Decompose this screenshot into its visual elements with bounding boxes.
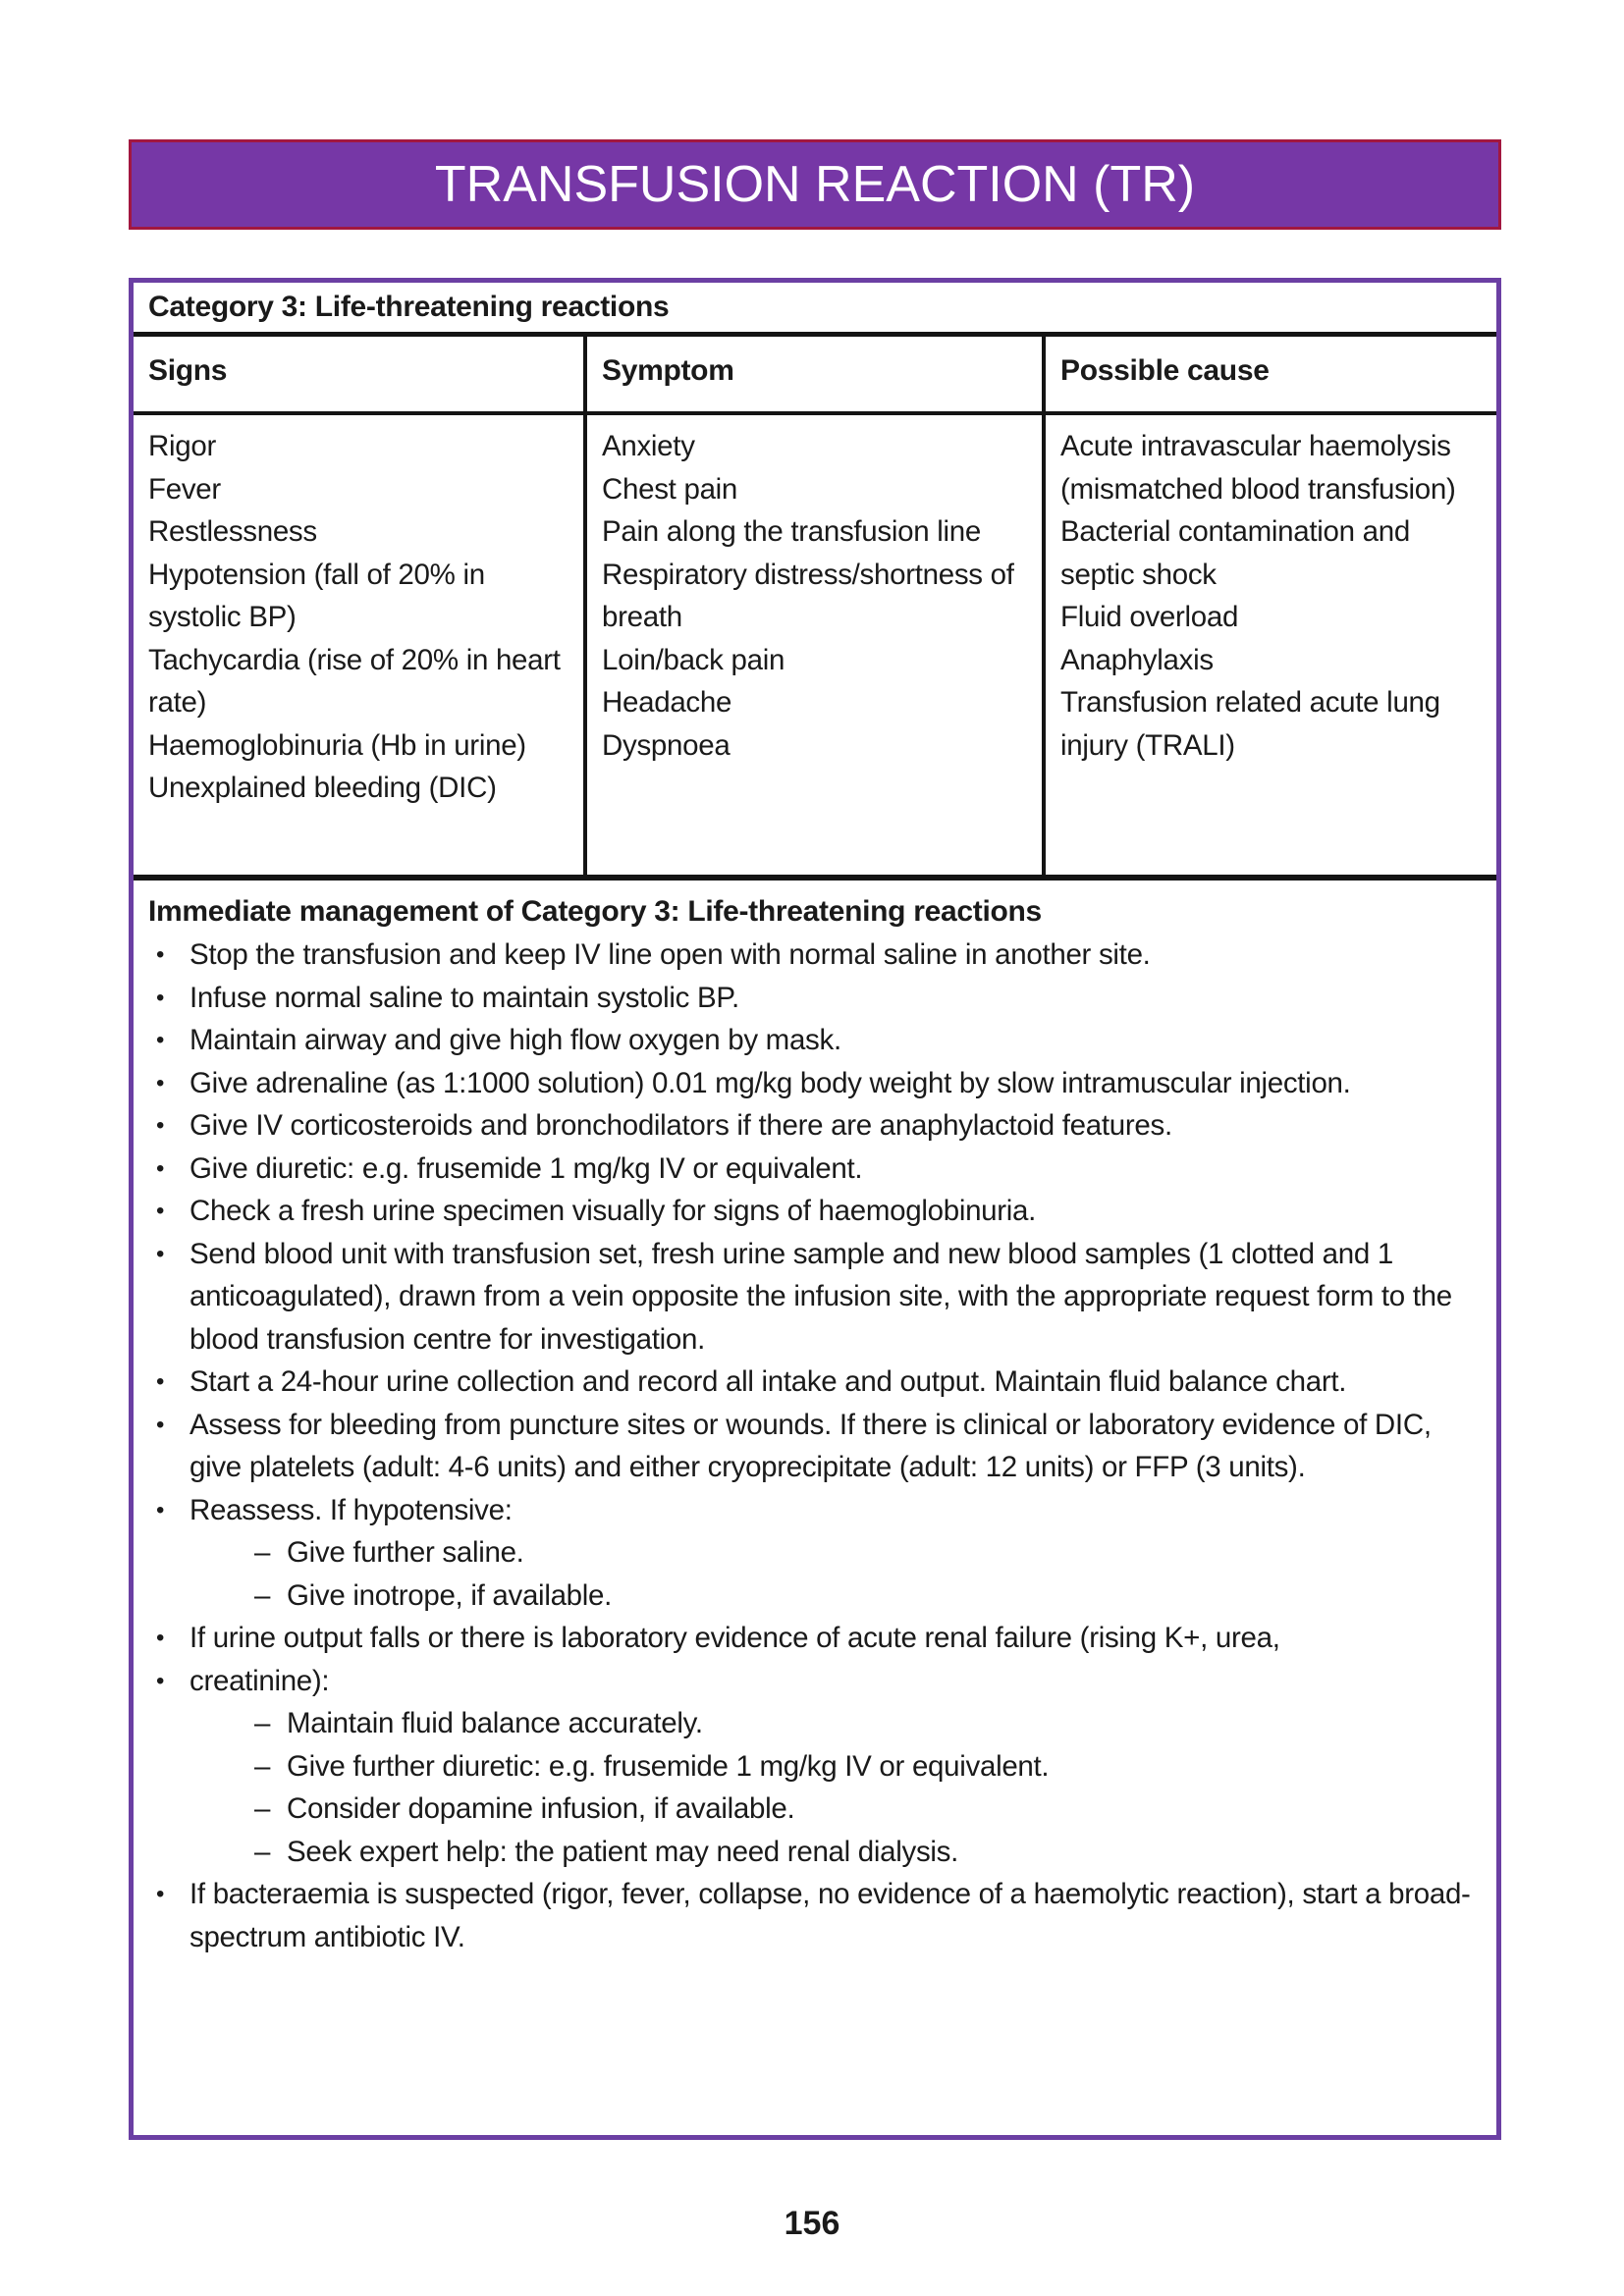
dash-icon: – xyxy=(254,1707,271,1739)
cell-item: Restlessness xyxy=(148,515,317,548)
cell-item: Fluid overload xyxy=(1060,601,1239,633)
cell-item: Unexplained bleeding (DIC) xyxy=(148,772,497,804)
management-bullet-item xyxy=(144,1104,1475,1148)
signs-cell xyxy=(134,415,587,875)
management-item-text: Give adrenaline (as 1:1000 solution) 0.01 mg/kg body weight by slow intramuscular injection. xyxy=(189,1066,1351,1099)
management-bullet-item xyxy=(144,1190,1475,1233)
management-item-text: Give further saline. xyxy=(287,1536,524,1569)
management-list xyxy=(144,934,1475,1958)
bullet-icon: • xyxy=(156,1112,165,1139)
management-bullet-item xyxy=(144,934,1475,977)
management-item-text: Maintain airway and give high flow oxygen by mask. xyxy=(189,1024,841,1056)
cell-item: (mismatched blood transfusion) xyxy=(1060,472,1456,506)
column-header-possible-cause: Possible cause xyxy=(1060,354,1270,387)
management-bullet-item xyxy=(144,1019,1475,1062)
management-item-text: Stop the transfusion and keep IV line open with normal saline in another site. xyxy=(189,938,1151,971)
cell-item: Hypotension (fall of 20% in systolic BP) xyxy=(148,558,485,633)
dash-icon: – xyxy=(254,1835,271,1868)
management-section xyxy=(134,881,1496,2135)
bullet-icon: • xyxy=(156,1881,165,1907)
bullet-icon: • xyxy=(156,1368,165,1395)
dash-icon: – xyxy=(254,1578,271,1612)
table-header-row xyxy=(134,337,1496,415)
bullet-icon: • xyxy=(156,1625,165,1651)
management-sub-item xyxy=(144,1745,1475,1789)
management-item-text: creatinine): xyxy=(189,1664,330,1697)
page-number: 156 xyxy=(784,2205,840,2242)
dash-icon: – xyxy=(254,1792,271,1825)
management-item-text: If bacteraemia is suspected (rigor, fever, collapse, no evidence of a haemolytic reaction), start a broad-spectrum antibiotic IV. xyxy=(189,1878,1471,1953)
bullet-icon: • xyxy=(156,1027,165,1053)
management-bullet-item xyxy=(144,1617,1475,1660)
cell-item: Pain along the transfusion line xyxy=(602,515,981,548)
possible-cause-cell xyxy=(1046,415,1496,875)
management-sub-item xyxy=(144,1788,1475,1831)
cell-item: Bacterial contamination and septic shock xyxy=(1060,515,1410,591)
management-sub-item xyxy=(144,1831,1475,1874)
management-item-text: Check a fresh urine specimen visually for signs of haemoglobinuria. xyxy=(189,1195,1037,1227)
management-bullet-item xyxy=(144,1404,1475,1489)
bullet-icon: • xyxy=(156,1198,165,1224)
management-bullet-item xyxy=(144,1660,1475,1703)
column-header-symptom: Symptom xyxy=(587,337,1046,411)
page-title: TRANSFUSION REACTION (TR) xyxy=(434,156,1196,213)
title-banner xyxy=(129,139,1501,230)
category3-box xyxy=(129,278,1501,2140)
cell-item: Chest pain xyxy=(602,472,738,506)
bullet-icon: • xyxy=(156,1667,165,1694)
cell-item: Transfusion related acute lung injury (TRALI) xyxy=(1060,686,1440,762)
management-sub-item xyxy=(144,1575,1475,1618)
management-bullet-item xyxy=(144,977,1475,1020)
management-item-text: Start a 24-hour urine collection and record all intake and output. Maintain fluid balance chart. xyxy=(189,1365,1347,1398)
management-item-text: Reassess. If hypotensive: xyxy=(189,1493,513,1526)
management-sub-item xyxy=(144,1702,1475,1745)
management-sub-item xyxy=(144,1531,1475,1575)
management-item-text: Give diuretic: e.g. frusemide 1 mg/kg IV or equivalent. xyxy=(189,1151,863,1185)
management-section-title: Immediate management of Category 3: Life-threatening reactions xyxy=(148,895,1042,928)
cell-item: Fever xyxy=(148,472,221,506)
bullet-icon: • xyxy=(156,1069,165,1096)
dash-icon: – xyxy=(254,1749,271,1783)
dash-icon: – xyxy=(254,1536,271,1569)
management-item-text: Infuse normal saline to maintain systolic BP. xyxy=(189,981,739,1014)
bullet-icon: • xyxy=(156,1154,165,1182)
column-header-signs: Signs xyxy=(134,337,587,411)
management-item-text: Give IV corticosteroids and bronchodilators if there are anaphylactoid features. xyxy=(189,1109,1172,1142)
management-bullet-item xyxy=(144,1361,1475,1404)
cell-item: Loin/back pain xyxy=(602,643,785,676)
bullet-icon: • xyxy=(156,1496,165,1523)
cell-item: Acute intravascular haemolysis xyxy=(1060,430,1451,462)
cell-item: Respiratory distress/shortness of breath xyxy=(602,558,1014,633)
bullet-icon: • xyxy=(156,984,165,1011)
management-bullet-item xyxy=(144,1148,1475,1191)
symptom-cell xyxy=(587,415,1046,875)
management-bullet-item xyxy=(144,1233,1475,1362)
management-item-text: Maintain fluid balance accurately. xyxy=(287,1707,703,1739)
management-bullet-item xyxy=(144,1489,1475,1532)
cell-item: Rigor xyxy=(148,430,216,462)
table-category-header: Category 3: Life-threatening reactions xyxy=(134,283,1496,337)
bullet-icon: • xyxy=(156,941,165,968)
management-item-text: Consider dopamine infusion, if available. xyxy=(287,1792,795,1825)
management-item-text: If urine output falls or there is laboratory evidence of acute renal failure (rising K+, urea, xyxy=(189,1622,1280,1654)
table-body-row xyxy=(134,415,1496,881)
management-item-text: Seek expert help: the patient may need renal dialysis. xyxy=(287,1835,959,1868)
bullet-icon: • xyxy=(156,1411,165,1438)
management-item-text: Assess for bleeding from puncture sites or wounds. If there is clinical or laboratory evidence of DIC, give platelets (adult: 4-6 units) and either cryoprecipitate (adult: 12 units) or FFP (3 units). xyxy=(189,1408,1432,1483)
cell-item: Haemoglobinuria (Hb in urine) xyxy=(148,728,526,762)
management-bullet-item xyxy=(144,1873,1475,1958)
bullet-icon: • xyxy=(156,1240,165,1267)
management-item-text: Give further diuretic: e.g. frusemide 1 mg/kg IV or equivalent. xyxy=(287,1749,1050,1783)
management-item-text: Send blood unit with transfusion set, fresh urine sample and new blood samples (1 clotted and 1 anticoagulated), drawn from a vein opposite the infusion site, with the appropriate request form to the blood transfusion centre for investigation. xyxy=(189,1237,1452,1356)
management-bullet-item xyxy=(144,1062,1475,1105)
cell-item: Tachycardia (rise of 20% in heart rate) xyxy=(148,643,561,719)
cell-item: Headache xyxy=(602,686,732,719)
cell-item: Anxiety xyxy=(602,430,695,462)
management-item-text: Give inotrope, if available. xyxy=(287,1578,613,1612)
cell-item: Dyspnoea xyxy=(602,728,731,762)
cell-item: Anaphylaxis xyxy=(1060,643,1214,676)
